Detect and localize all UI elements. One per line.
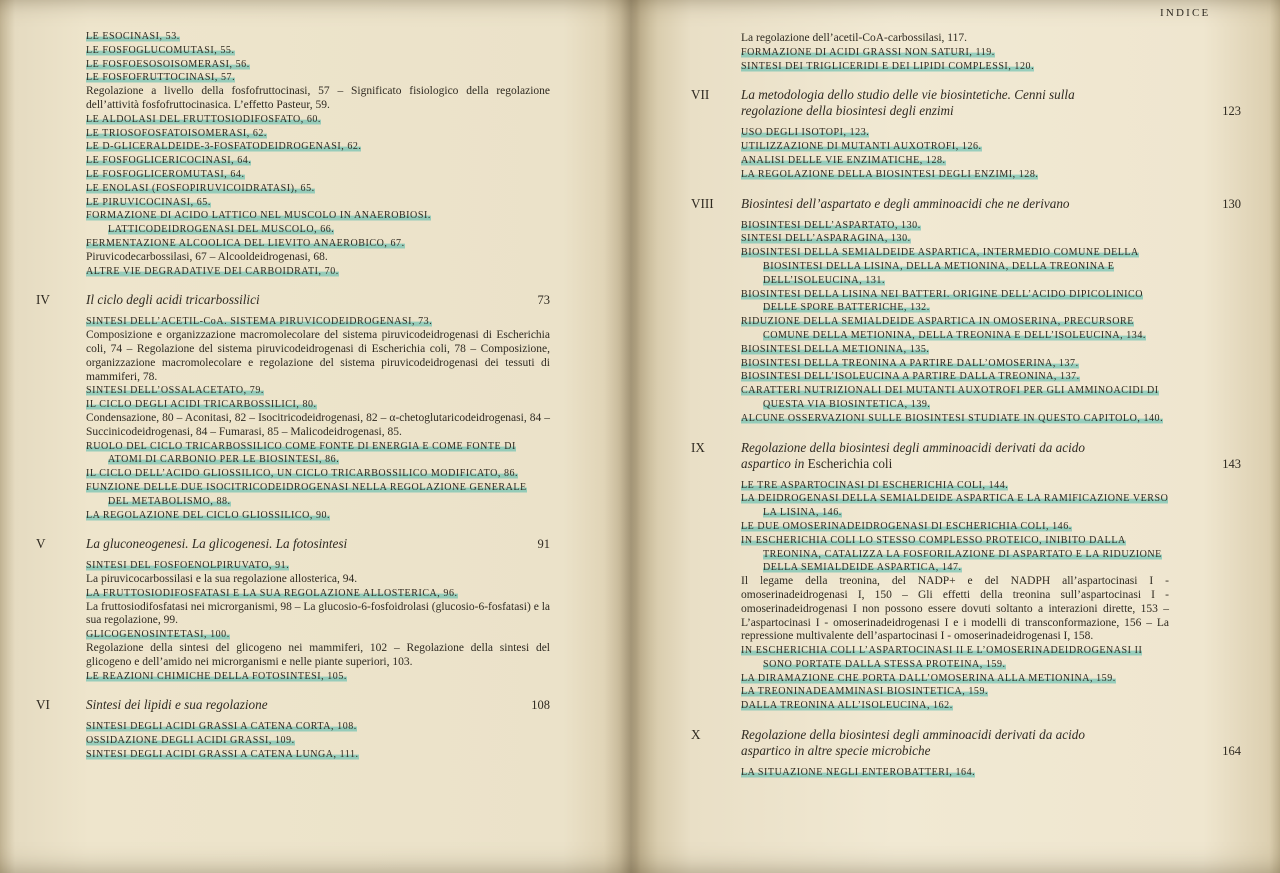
highlighted-entry-text: BIOSINTESI DELL’ISOLEUCINA A PARTIRE DALLA TREONINA, 137. xyxy=(741,371,1080,383)
highlighted-entry-text: LA TREONINADEAMMINASI BIOSINTETICA, 159. xyxy=(741,686,989,698)
highlighted-entry-text: LE ENOLASI (FOSFOPIRUVICOIDRATASI), 65. xyxy=(86,182,315,194)
highlighted-entry-text: RUOLO DEL CICLO TRICARBOSSILICO COME FONTE DI ENERGIA E COME FONTE DI ATOMI DI CARBONIO PER LE BIOSINTESI, 86. xyxy=(86,440,516,466)
toc-entry-text xyxy=(86,573,550,587)
toc-entry-smallcaps xyxy=(86,587,550,601)
highlighted-entry-text: LE REAZIONI CHIMICHE DELLA FOTOSINTESI, 105. xyxy=(86,670,347,682)
toc-entry-smallcaps xyxy=(86,113,550,127)
highlighted-entry-text: LA DIRAMAZIONE CHE PORTA DALL’OMOSERINA ALLA METIONINA, 159. xyxy=(741,672,1116,684)
toc-entry-smallcaps xyxy=(741,520,1169,534)
toc-entry-text xyxy=(86,412,550,440)
highlighted-entry-text: CARATTERI NUTRIZIONALI DEI MUTANTI AUXOTROFI PER GLI AMMINOACIDI DI QUESTA VIA BIOSINTETICA, 139. xyxy=(741,385,1159,410)
highlighted-entry-text: UTILIZZAZIONE DI MUTANTI AUXOTROFI, 126. xyxy=(741,141,982,153)
chapter-entry xyxy=(36,292,550,308)
highlighted-entry-text: LE ALDOLASI DEL FRUTTOSIODIFOSFATO, 60. xyxy=(86,113,321,125)
chapter-entry xyxy=(36,697,550,713)
chapter-title xyxy=(741,196,1169,212)
chapter-page-number: 164 xyxy=(1222,744,1241,759)
highlighted-entry-text: SINTESI DEI TRIGLICERIDI E DEI LIPIDI COMPLESSI, 120. xyxy=(741,60,1035,72)
highlighted-entry-text: LE FOSFOGLUCOMUTASI, 55. xyxy=(86,44,235,56)
highlighted-entry-text: IN ESCHERICHIA COLI L’ASPARTOCINASI II E L’OMOSERINADEIDROGENASI II SONO PORTATE DALLA STESSA PROTEINA, 159. xyxy=(741,645,1143,670)
chapter-page-number: 143 xyxy=(1222,456,1241,471)
highlighted-entry-text: FUNZIONE DELLE DUE ISOCITRICODEIDROGENASI NELLA REGOLAZIONE GENERALE DEL METABOLISMO, 88. xyxy=(86,481,527,507)
highlighted-entry-text: LA DEIDROGENASI DELLA SEMIALDEIDE ASPARTICA E LA RAMIFICAZIONE VERSO LA LISINA, 146. xyxy=(741,493,1169,519)
chapter-numeral: VII xyxy=(691,87,710,103)
chapter-page-number: 130 xyxy=(1222,196,1241,211)
toc-entry-smallcaps xyxy=(86,670,550,684)
chapter-title-italic: Regolazione della biosintesi degli amminoacidi derivati da acido aspartico in altre specie microbiche xyxy=(741,727,1085,759)
highlighted-entry-text: IL CICLO DEGLI ACIDI TRICARBOSSILICI, 80. xyxy=(86,399,317,411)
toc-entry-smallcaps xyxy=(741,357,1169,371)
toc-entry-text xyxy=(741,575,1169,644)
toc-entry-smallcaps xyxy=(86,315,550,329)
highlighted-entry-text: LE TRE ASPARTOCINASI DI ESCHERICHIA COLI, 144. xyxy=(741,479,1009,491)
chapter-page-number: 108 xyxy=(531,698,550,713)
toc-entry-smallcaps xyxy=(741,168,1169,182)
chapter-numeral: V xyxy=(36,536,46,552)
highlighted-entry-text: BIOSINTESI DELLA SEMIALDEIDE ASPARTICA, INTERMEDIO COMUNE DELLA BIOSINTESI DELLA LISINA, DELLA METIONINA, DELLA TREONINA E DELL’ISOLEUCINA, 131. xyxy=(741,247,1139,286)
toc-entry-smallcaps xyxy=(86,559,550,573)
toc-entry-smallcaps xyxy=(86,481,550,509)
toc-entry-smallcaps xyxy=(741,232,1169,246)
toc-entry-smallcaps xyxy=(741,154,1169,168)
toc-entry-smallcaps xyxy=(741,479,1169,493)
toc-entry-smallcaps xyxy=(86,748,550,762)
toc-entry-smallcaps xyxy=(741,384,1169,412)
highlighted-entry-text: LE FOSFOESOSOISOMERASI, 56. xyxy=(86,58,250,70)
toc-entry-smallcaps xyxy=(741,370,1169,384)
toc-entry-text xyxy=(86,329,550,384)
highlighted-entry-text: LE FOSFOGLICERICOCINASI, 64. xyxy=(86,155,252,167)
chapter-title xyxy=(86,697,550,713)
toc-entry-text xyxy=(86,642,550,670)
entry-text: Piruvicodecarbossilasi, 67 – Alcooldeidrogenasi, 68. xyxy=(86,250,328,263)
highlighted-entry-text: IN ESCHERICHIA COLI LO STESSO COMPLESSO PROTEICO, INIBITO DALLA TREONINA, CATALIZZA LA FOSFORILAZIONE DI ASPARTATO E LA RIDUZIONE DELLA SEMIALDEIDE ASPARTICA, 147. xyxy=(741,534,1162,574)
chapter-page-number: 91 xyxy=(537,537,550,552)
toc-entry-smallcaps xyxy=(86,196,550,210)
chapter-numeral: VIII xyxy=(691,195,714,211)
highlighted-entry-text: FORMAZIONE DI ACIDO LATTICO NEL MUSCOLO IN ANAEROBIOSI. LATTICODEIDROGENASI DEL MUSCOLO, 66. xyxy=(86,210,431,236)
highlighted-entry-text: LE FOSFOFRUTTOCINASI, 57. xyxy=(86,72,236,84)
highlighted-entry-text: FORMAZIONE DI ACIDI GRASSI NON SATURI, 119. xyxy=(741,46,995,58)
highlighted-entry-text: LA SITUAZIONE NEGLI ENTEROBATTERI, 164. xyxy=(741,767,976,779)
highlighted-entry-text: FERMENTAZIONE ALCOOLICA DEL LIEVITO ANAEROBICO, 67. xyxy=(86,237,405,249)
toc-entry-smallcaps xyxy=(741,219,1169,233)
toc-entry-smallcaps xyxy=(741,126,1169,140)
entry-text: Il legame della treonina, del NADP+ e del NADPH all’aspartocinasi I - omoserinadeidrogenasi I, 150 – Gli effetti della treonina sull’aspartocinasi I - omoserinadeidrogenasi I non possono essere dovuti soltanto a interazioni dirette, 153 – L’aspartocinasi I - omoserinadeidrogenasi I e i modelli di transconformazione, 156 – La repressione multivalente dell’aspartocinasi I - omoserinadeidrogenasi I, 158. xyxy=(741,575,1169,643)
toc-entry-smallcaps xyxy=(741,412,1169,426)
highlighted-entry-text: LE TRIOSOFOSFATOISOMERASI, 62. xyxy=(86,127,267,139)
entry-text: La regolazione dell’acetil-CoA-carbossilasi, 117. xyxy=(741,32,967,44)
toc-entry-text xyxy=(86,85,550,113)
chapter-title xyxy=(86,536,550,552)
highlighted-entry-text: LE DUE OMOSERINADEIDROGENASI DI ESCHERICHIA COLI, 146. xyxy=(741,520,1072,532)
toc-entry-smallcaps xyxy=(86,384,550,398)
entry-text: Regolazione a livello della fosfofruttocinasi, 57 – Significato fisiologico della regolazione dell’attività fosfofruttocinasica. L’effetto Pasteur, 59. xyxy=(86,85,550,111)
chapter-title xyxy=(741,727,1169,759)
highlighted-entry-text: SINTESI DELL’ASPARAGINA, 130. xyxy=(741,233,911,245)
highlighted-entry-text: BIOSINTESI DELL’ASPARTATO, 130. xyxy=(741,219,921,231)
highlighted-entry-text: LE FOSFOGLICEROMUTASI, 64. xyxy=(86,168,245,180)
toc-entry-smallcaps xyxy=(86,127,550,141)
toc-entry-text xyxy=(86,601,550,629)
entry-text: La fruttosiodifosfatasi nei microrganismi, 98 – La glucosio-6-fosfoidrolasi (glucosio-6-fosfatasi) e la sua regolazione, 99. xyxy=(86,600,550,627)
toc-entry-smallcaps xyxy=(741,492,1169,520)
highlighted-entry-text: BIOSINTESI DELLA TREONINA A PARTIRE DALL’OMOSERINA, 137. xyxy=(741,357,1079,369)
highlighted-entry-text: OSSIDAZIONE DEGLI ACIDI GRASSI, 109. xyxy=(86,735,295,747)
chapter-entry xyxy=(691,727,1241,759)
toc-entry-smallcaps xyxy=(86,440,550,468)
chapter-numeral: IV xyxy=(36,292,50,308)
chapter-page-number: 73 xyxy=(537,293,550,308)
chapter-entry xyxy=(691,195,1241,212)
toc-entry-smallcaps xyxy=(86,734,550,748)
highlighted-entry-text: SINTESI DELL’ACETIL-CoA. SISTEMA PIRUVICODEIDROGENASI, 73. xyxy=(86,316,433,328)
toc-entry-smallcaps xyxy=(741,140,1169,154)
highlighted-entry-text: ALCUNE OSSERVAZIONI SULLE BIOSINTESI STUDIATE IN QUESTO CAPITOLO, 140. xyxy=(741,412,1164,424)
toc-entry-smallcaps xyxy=(741,534,1169,575)
chapter-numeral: X xyxy=(691,727,701,743)
chapter-entry xyxy=(691,439,1241,472)
chapter-title-italic: Sintesi dei lipidi e sua regolazione xyxy=(86,697,268,713)
toc-entry-smallcaps xyxy=(86,58,550,72)
toc-entry-smallcaps xyxy=(86,509,550,523)
chapter-title-italic: Regolazione della biosintesi degli amminoacidi derivati da acido aspartico in xyxy=(741,439,1085,471)
highlighted-entry-text: LA REGOLAZIONE DEL CICLO GLIOSSILICO, 90. xyxy=(86,509,331,521)
chapter-title-roman: Escherichia coli xyxy=(807,455,893,471)
toc-entry-smallcaps xyxy=(741,315,1169,343)
chapter-title-italic: Il ciclo degli acidi tricarbossilici xyxy=(86,292,260,308)
toc-entry-smallcaps xyxy=(86,398,550,412)
toc-entry-text xyxy=(741,32,1169,46)
highlighted-entry-text: LA FRUTTOSIODIFOSFATASI E LA SUA REGOLAZIONE ALLOSTERICA, 96. xyxy=(86,587,458,599)
toc-entry-smallcaps xyxy=(741,343,1169,357)
running-head: INDICE xyxy=(1160,7,1211,19)
toc-entry-smallcaps xyxy=(86,265,550,279)
toc-entry-smallcaps xyxy=(741,288,1169,316)
highlighted-entry-text: ALTRE VIE DEGRADATIVE DEI CARBOIDRATI, 70. xyxy=(86,265,339,277)
entry-text: La piruvicocarbossilasi e la sua regolazione allosterica, 94. xyxy=(86,573,358,586)
highlighted-entry-text: LE PIRUVICOCINASI, 65. xyxy=(86,196,211,208)
toc-entry-smallcaps xyxy=(741,60,1169,74)
toc-entry-smallcaps xyxy=(741,672,1169,686)
chapter-title xyxy=(741,87,1169,119)
toc-entry-smallcaps xyxy=(86,720,550,734)
highlighted-entry-text: SINTESI DEL FOSFOENOLPIRUVATO, 91. xyxy=(86,560,290,572)
chapter-entry xyxy=(691,87,1241,119)
page-gutter xyxy=(604,0,658,873)
toc-entry-smallcaps xyxy=(86,154,550,168)
toc-entry-smallcaps xyxy=(86,628,550,642)
highlighted-entry-text: GLICOGENOSINTETASI, 100. xyxy=(86,629,230,641)
toc-entry-smallcaps xyxy=(86,467,550,481)
highlighted-entry-text: USO DEGLI ISOTOPI, 123. xyxy=(741,127,870,139)
highlighted-entry-text: DALLA TREONINA ALL’ISOLEUCINA, 162. xyxy=(741,700,953,712)
highlighted-entry-text: RIDUZIONE DELLA SEMIALDEIDE ASPARTICA IN OMOSERINA, PRECURSORE COMUNE DELLA METIONINA, DELLA TREONINA E DELL’ISOLEUCINA, 134. xyxy=(741,316,1146,341)
toc-entry-smallcaps xyxy=(86,30,550,44)
toc-entry-smallcaps xyxy=(741,246,1169,287)
chapter-title-italic: La gluconeogenesi. La glicogenesi. La fotosintesi xyxy=(86,536,348,552)
toc-entry-smallcaps xyxy=(741,644,1169,672)
chapter-page-number: 123 xyxy=(1222,104,1241,119)
chapter-title-italic: La metodologia dello studio delle vie biosintetiche. Cenni sulla regolazione della biosintesi degli enzimi xyxy=(741,87,1075,119)
highlighted-entry-text: LE D-GLICERALDEIDE-3-FOSFATODEIDROGENASI, 62. xyxy=(86,141,362,153)
highlighted-entry-text: SINTESI DEGLI ACIDI GRASSI A CATENA CORTA, 108. xyxy=(86,721,357,733)
chapter-numeral: VI xyxy=(36,697,50,713)
highlighted-entry-text: IL CICLO DELL’ACIDO GLIOSSILICO, UN CICLO TRICARBOSSILICO MODIFICATO, 86. xyxy=(86,468,519,480)
entry-text: Composizione e organizzazione macromolecolare del sistema piruvicodeidrogenasi di Escherichia coli, 74 – Regolazione del sistema piruvicodeidrogenasi di Escherichia coli, 78 – Composizione, organizzazione macromolecolare e regolazione del sistema piruvicodeidrogenasi dei tessuti di mammiferi, 78. xyxy=(86,329,550,383)
chapter-numeral: IX xyxy=(691,439,705,455)
toc-entry-smallcaps xyxy=(86,71,550,85)
highlighted-entry-text: LE ESOCINASI, 53. xyxy=(86,31,180,42)
toc-entry-smallcaps xyxy=(741,46,1169,60)
chapter-entry xyxy=(36,536,550,552)
chapter-title-italic: Biosintesi dell’aspartato e degli amminoacidi che ne derivano xyxy=(741,195,1070,211)
entry-text: Regolazione della sintesi del glicogeno nei mammiferi, 102 – Regolazione della sintesi del glicogeno e dell’amido nei microrganismi e nelle piante superiori, 103. xyxy=(86,642,550,668)
toc-entry-smallcaps xyxy=(86,140,550,154)
highlighted-entry-text: ANALISI DELLE VIE ENZIMATICHE, 128. xyxy=(741,154,946,166)
right-column xyxy=(691,32,1241,780)
entry-text: Condensazione, 80 – Aconitasi, 82 – Isocitricodeidrogenasi, 82 – α-chetoglutaricodeidrogenasi, 84 – Succinicodeidrogenasi, 84 – Fumarasi, 85 – Malicodeidrogenasi, 85. xyxy=(86,411,550,438)
left-column xyxy=(36,30,550,762)
highlighted-entry-text: LA REGOLAZIONE DELLA BIOSINTESI DEGLI ENZIMI, 128. xyxy=(741,168,1039,180)
toc-entry-smallcaps xyxy=(86,237,550,251)
toc-entry-smallcaps xyxy=(86,44,550,58)
chapter-title xyxy=(86,292,550,308)
toc-entry-text xyxy=(86,251,550,265)
toc-entry-smallcaps xyxy=(86,168,550,182)
highlighted-entry-text: SINTESI DEGLI ACIDI GRASSI A CATENA LUNGA, 111. xyxy=(86,749,359,761)
highlighted-entry-text: BIOSINTESI DELLA LISINA NEI BATTERI. ORIGINE DELL’ACIDO DIPICOLINICO DELLE SPORE BATTERICHE, 132. xyxy=(741,288,1143,314)
toc-entry-smallcaps xyxy=(741,766,1169,780)
toc-entry-smallcaps xyxy=(741,685,1169,699)
toc-entry-smallcaps xyxy=(741,699,1169,713)
toc-entry-smallcaps xyxy=(86,209,550,237)
highlighted-entry-text: SINTESI DELL’OSSALACETATO, 79. xyxy=(86,385,264,397)
toc-entry-smallcaps xyxy=(86,182,550,196)
chapter-title xyxy=(741,440,1169,472)
highlighted-entry-text: BIOSINTESI DELLA METIONINA, 135. xyxy=(741,343,930,355)
